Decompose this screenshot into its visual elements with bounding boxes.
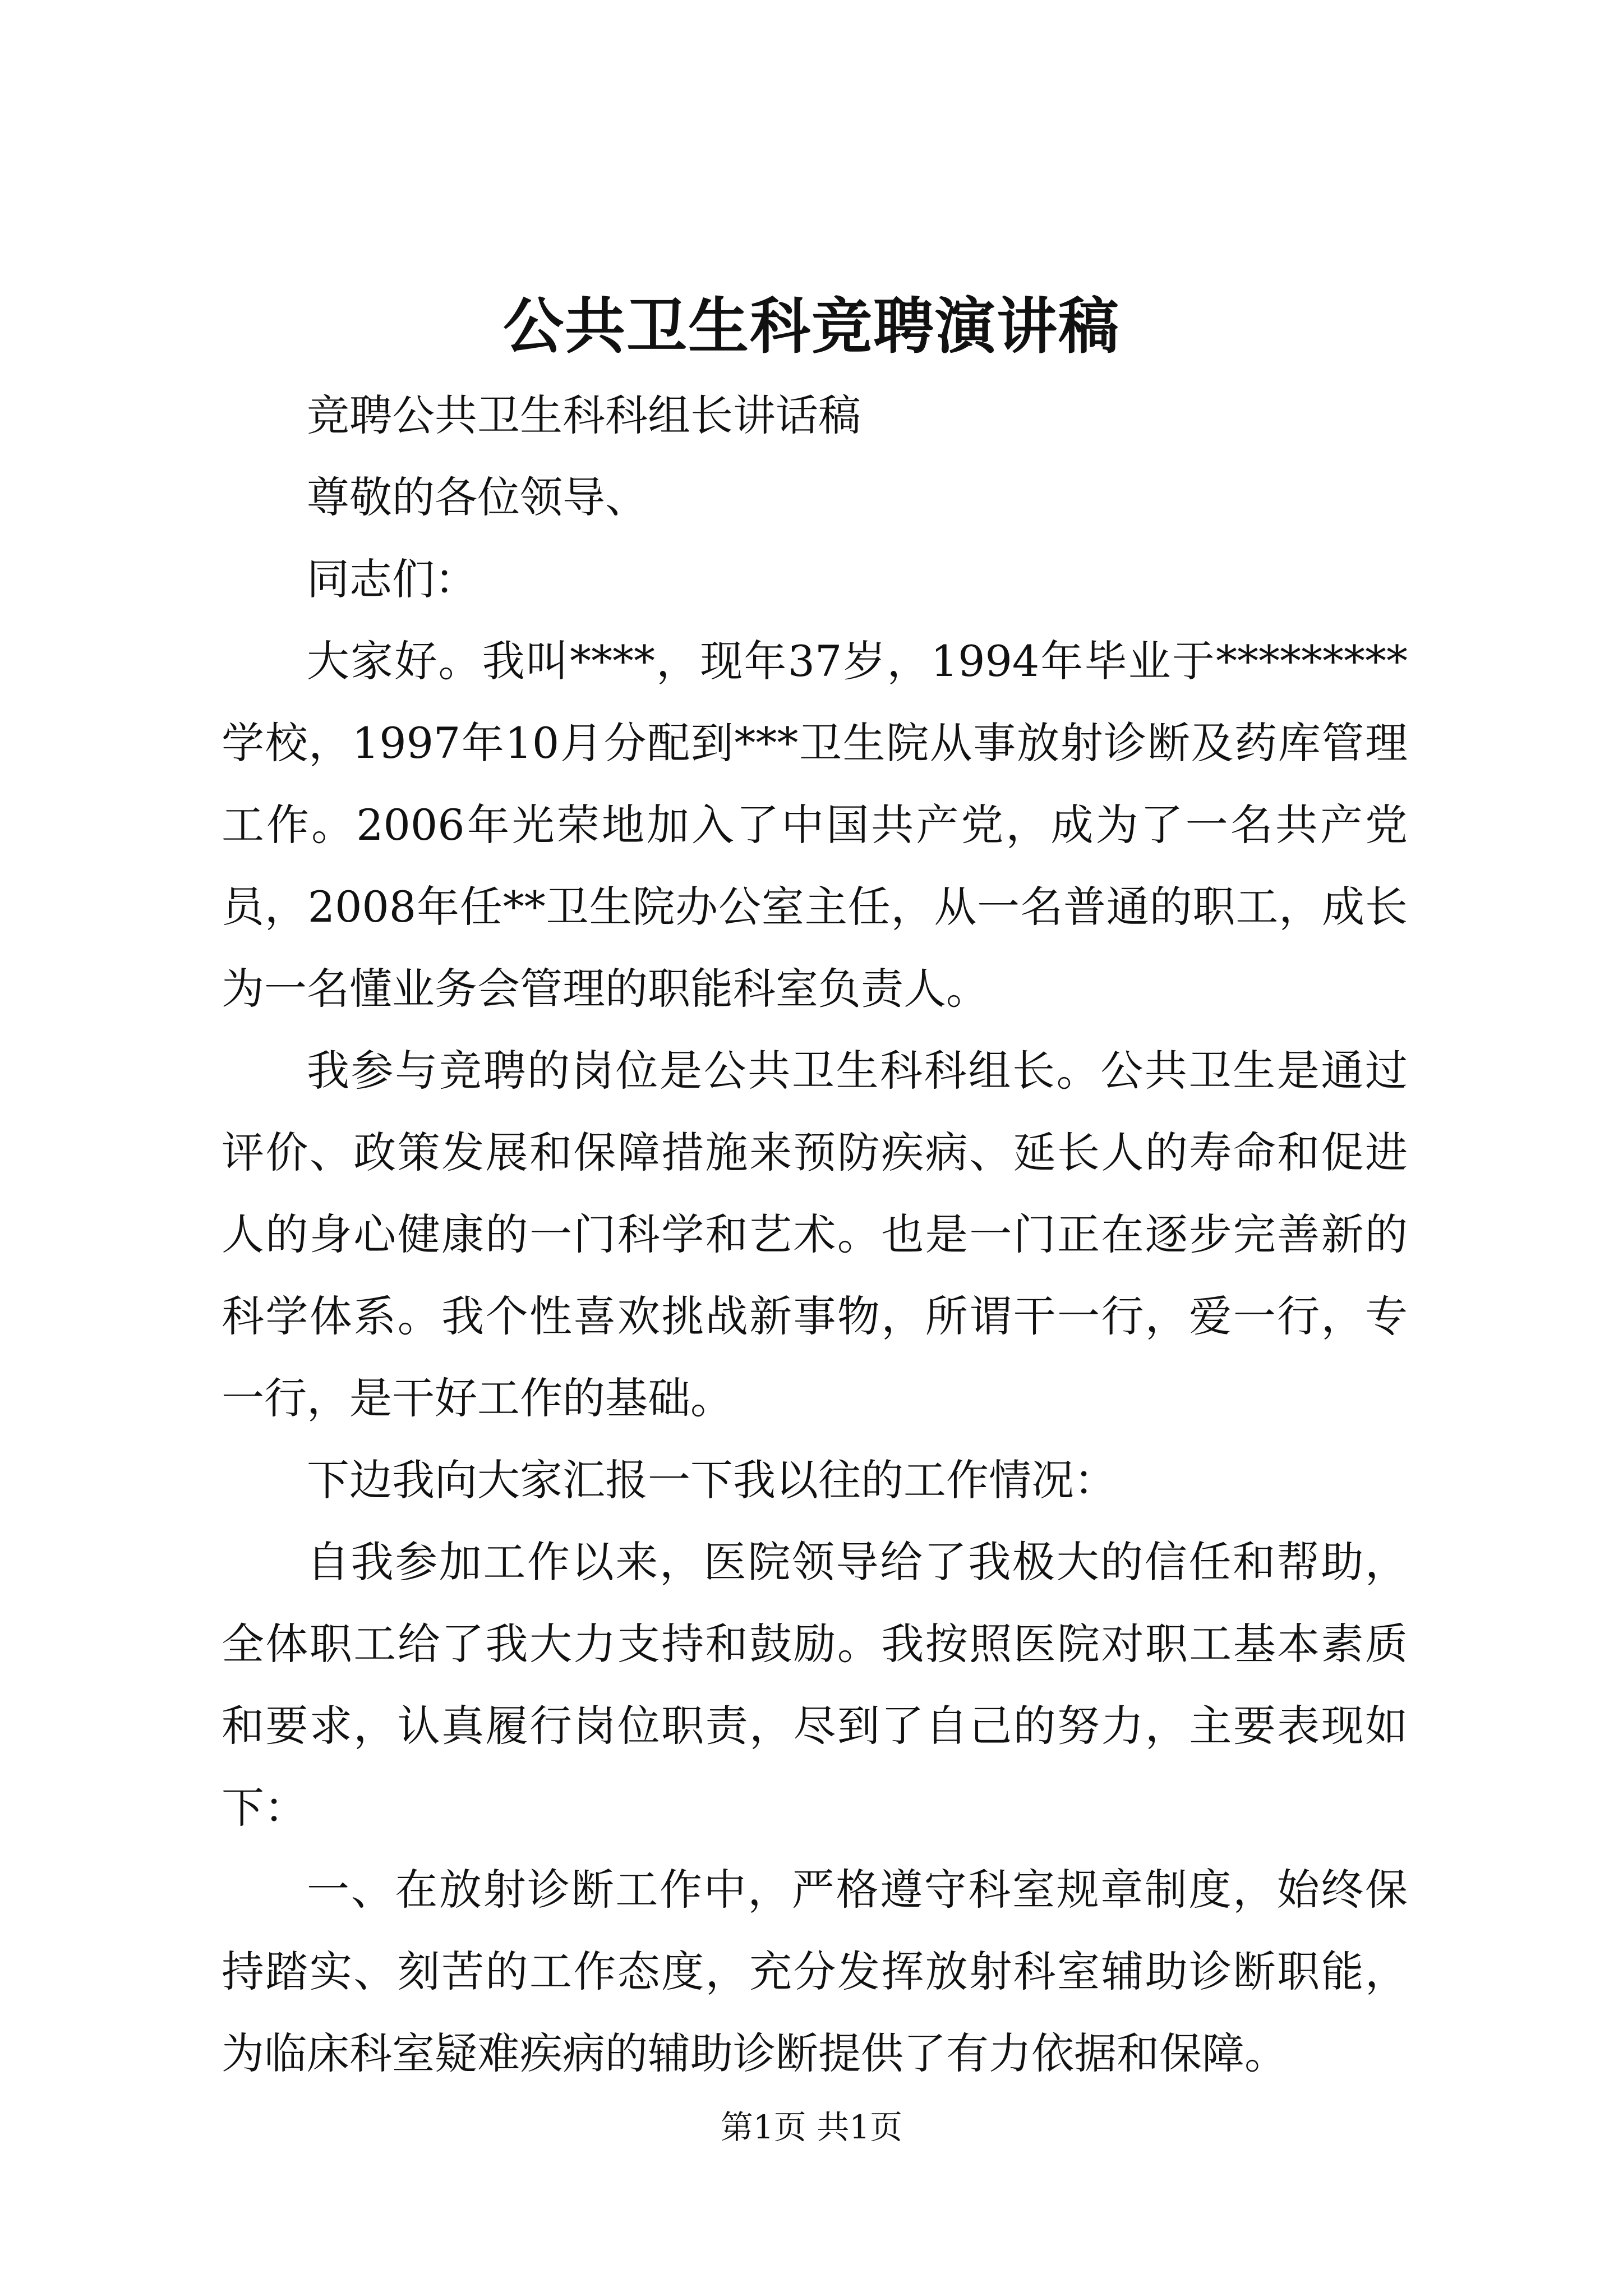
- paragraph-subtitle: 竞聘公共卫生科科组长讲话稿: [307, 390, 861, 440]
- page-footer: 第1页 共1页: [720, 2108, 903, 2146]
- document-body: [222, 375, 1408, 2095]
- document-title: 公共卫生科竞聘演讲稿: [502, 291, 1120, 362]
- paragraph-item-one: 一、在放射诊断工作中，严格遵守科室规章制度，始终保持踏实、刻苦的工作态度，充分发挥放射科室辅助诊断职能，为临床科室疑难疾病的辅助诊断提供了有力依据和保障。: [222, 1865, 1408, 2078]
- paragraph-introduction: 大家好。我叫****，现年37岁，1994年毕业于*********学校，1997年10月分配到***卫生院从事放射诊断及药库管理工作。2006年光荣地加入了中国共产党，成为了一名共产党员，2008年任**卫生院办公室主任，从一名普通的职工，成长为一名懂业务会管理的职能科室负责人。: [222, 636, 1408, 1014]
- paragraph-salutation-2: 同志们：: [307, 554, 477, 604]
- paragraph-position: 我参与竞聘的岗位是公共卫生科科组长。公共卫生是通过评价、政策发展和保障措施来预防疾病、延长人的寿命和促进人的身心健康的一门科学和艺术。也是一门正在逐步完善新的科学体系。我个性喜欢挑战新事物，所谓干一行，爱一行，专一行，是干好工作的基础。: [222, 1046, 1408, 1423]
- paragraph-report-intro: 下边我向大家汇报一下我以往的工作情况：: [307, 1455, 1117, 1505]
- paragraph-work-summary: 自我参加工作以来，医院领导给了我极大的信任和帮助，全体职工给了我大力支持和鼓励。我按照医院对职工基本素质和要求，认真履行岗位职责，尽到了自己的努力，主要表现如下：: [222, 1537, 1408, 1833]
- paragraph-salutation-1: 尊敬的各位领导、: [307, 472, 648, 522]
